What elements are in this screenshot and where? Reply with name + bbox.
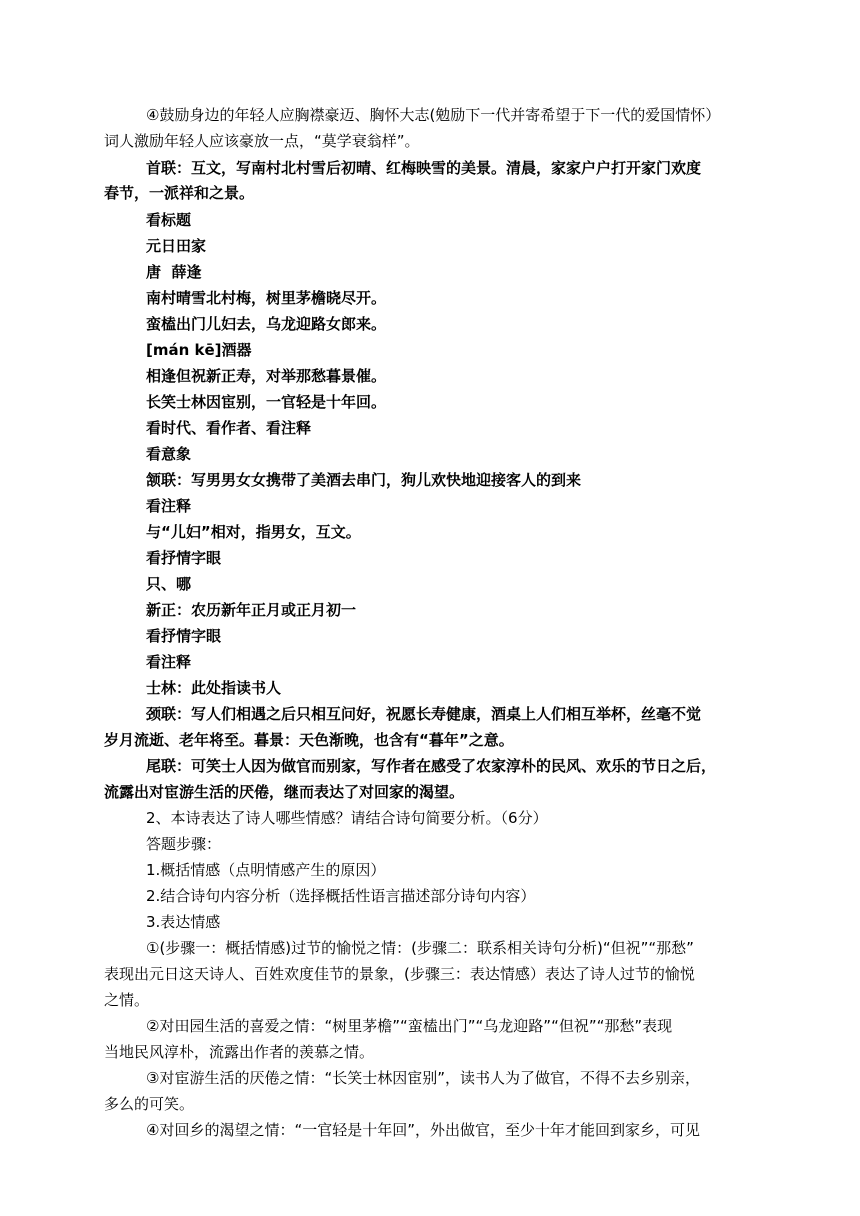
text-line: 新正：农历新年正月或正月初一 [146, 601, 357, 619]
question: 2、本诗表达了诗人哪些情感？请结合诗句简要分析。（6分） [146, 809, 548, 827]
text-line: 2.结合诗句内容分析（选择概括性语言描述部分诗句内容） [146, 887, 536, 905]
answer-line: 当地民风淳朴，流露出作者的羡慕之情。 [104, 1043, 375, 1061]
text-line: 词人激励年轻人应该豪放一点，“莫学衰翁样”。 [104, 132, 420, 150]
poem-line: 南村晴雪北村梅，树里茅檐晓尽开。 [146, 289, 387, 307]
text-line: 颔联：写男男女女携带了美酒去串门，狗儿欢快地迎接客人的到来 [146, 471, 582, 489]
text-line: 只、哪 [146, 575, 192, 593]
text-line: 看注释 [146, 653, 192, 671]
text-line: ④鼓励身边的年轻人应胸襟豪迈、胸怀大志(勉励下一代并寄希望于下一代的爱国情怀） [146, 106, 721, 124]
poem-line: 相逢但祝新正寿，对举那愁暮景催。 [146, 367, 387, 385]
text-line: 1.概括情感（点明情感产生的原因） [146, 861, 386, 879]
text-line: 士林：此处指读书人 [146, 679, 282, 697]
answer-line: ④对回乡的渴望之情：“一官轻是十年回”，外出做官，至少十年才能回到家乡，可见 [146, 1121, 700, 1139]
text-line: 3.表达情感 [146, 913, 221, 931]
text-line: 答题步骤： [146, 835, 222, 853]
answer-line: 表现出元日这天诗人、百姓欢度佳节的景象，(步骤三：表达情感）表达了诗人过节的愉悦 [104, 965, 695, 983]
text-line: 流露出对宦游生活的厌倦，继而表达了对回家的渴望。 [104, 783, 465, 801]
poem-line: 长笑士林因宦别，一官轻是十年回。 [146, 393, 387, 411]
text-line: 看意象 [146, 445, 192, 463]
poem-line: 蛮榼出门儿妇去，乌龙迎路女郎来。 [146, 315, 387, 333]
answer-line: 多么的可笑。 [104, 1095, 195, 1113]
answer-line: ③对宦游生活的厌倦之情：“长笑士林因宦别”，读书人为了做官，不得不去乡别亲， [146, 1069, 700, 1087]
text-line: 看时代、看作者、看注释 [146, 419, 312, 437]
text-line: [mán kē]酒器 [146, 341, 252, 359]
text-line: 首联：互文，写南村北村雪后初晴、红梅映雪的美景。清晨，家家户户打开家门欢度 [146, 159, 702, 177]
text-line: 岁月流逝、老年将至。暮景：天色渐晚，也含有“暮年”之意。 [104, 731, 514, 749]
text-line: 看抒情字眼 [146, 627, 222, 645]
text-line: 看标题 [146, 211, 192, 229]
answer-line: ①(步骤一：概括情感)过节的愉悦之情：(步骤二：联系相关诗句分析)“但祝”“那愁” [146, 939, 694, 957]
poem-author: 唐 薛逢 [146, 263, 202, 281]
answer-line: ②对田园生活的喜爱之情：“树里茅檐”“蛮榼出门”“乌龙迎路”“但祝”“那愁”表现 [146, 1017, 673, 1035]
text-line: 看抒情字眼 [146, 549, 222, 567]
answer-line: 之情。 [104, 991, 150, 1009]
text-line: 看注释 [146, 497, 192, 515]
poem-title: 元日田家 [146, 237, 207, 255]
text-line: 与“儿妇”相对，指男女，互文。 [146, 523, 361, 541]
text-line: 尾联：可笑士人因为做官而别家，写作者在感受了农家淳朴的民风、欢乐的节日之后， [146, 757, 717, 775]
text-line: 颈联：写人们相遇之后只相互问好，祝愿长寿健康，酒桌上人们相互举杯，丝毫不觉 [146, 705, 702, 723]
text-line: 春节，一派祥和之景。 [104, 184, 255, 202]
